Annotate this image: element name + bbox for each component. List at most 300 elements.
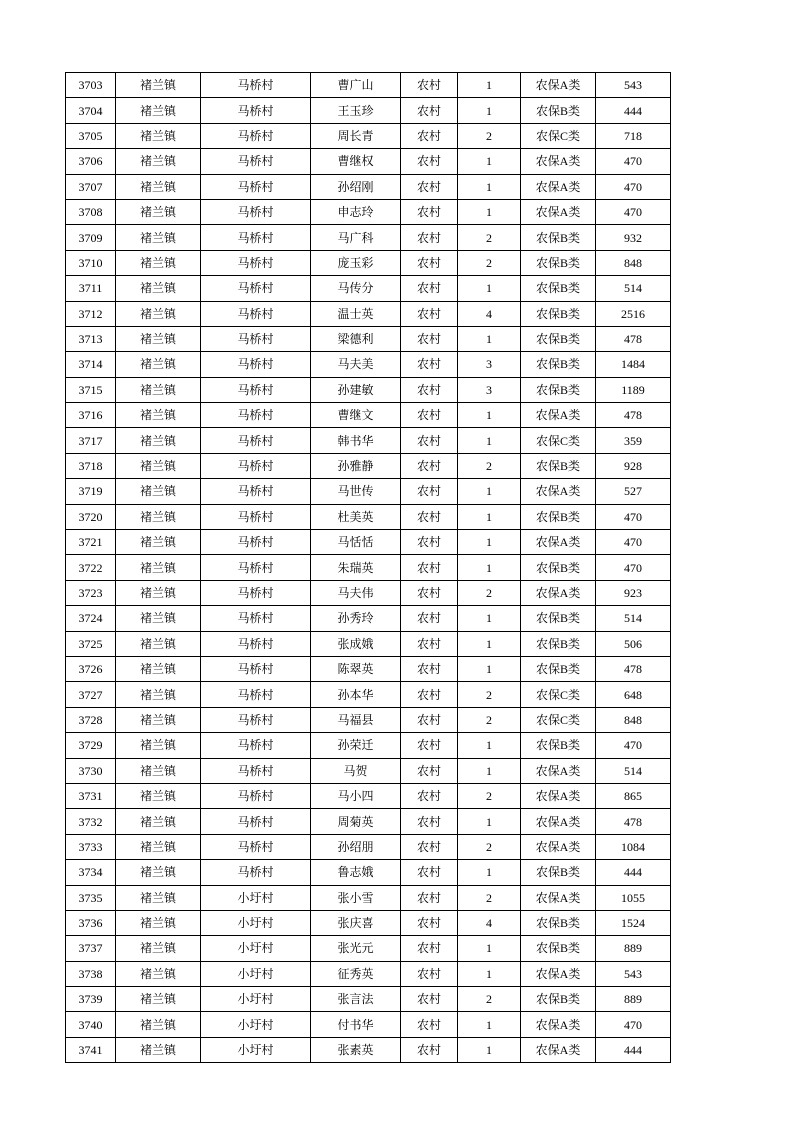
table-cell-village: 马桥村 <box>201 149 311 174</box>
table-row <box>66 987 671 1012</box>
table-cell-type: 农村 <box>401 631 458 656</box>
table-cell-type: 农村 <box>401 885 458 910</box>
table-cell-amount: 470 <box>596 149 671 174</box>
table-cell-amount: 932 <box>596 225 671 250</box>
table-cell-village: 小圩村 <box>201 910 311 935</box>
table-cell-type: 农村 <box>401 707 458 732</box>
table-cell-amount: 1084 <box>596 834 671 859</box>
table-cell-count: 1 <box>458 555 521 580</box>
table-cell-category: 农保A类 <box>521 199 596 224</box>
table-cell-id: 3723 <box>66 580 116 605</box>
table-cell-amount: 2516 <box>596 301 671 326</box>
table-cell-name: 张光元 <box>311 936 401 961</box>
table-cell-id: 3706 <box>66 149 116 174</box>
table-cell-town: 褚兰镇 <box>116 1037 201 1062</box>
table-cell-type: 农村 <box>401 326 458 351</box>
table-cell-category: 农保A类 <box>521 403 596 428</box>
table-cell-name: 孙秀玲 <box>311 606 401 631</box>
table-cell-id: 3707 <box>66 174 116 199</box>
table-cell-amount: 470 <box>596 174 671 199</box>
table-cell-town: 褚兰镇 <box>116 479 201 504</box>
table-cell-count: 3 <box>458 352 521 377</box>
table-cell-id: 3714 <box>66 352 116 377</box>
table-cell-count: 1 <box>458 326 521 351</box>
table-cell-village: 马桥村 <box>201 479 311 504</box>
table-cell-type: 农村 <box>401 123 458 148</box>
table-cell-amount: 444 <box>596 860 671 885</box>
table-cell-count: 2 <box>458 225 521 250</box>
table-cell-category: 农保B类 <box>521 504 596 529</box>
table-cell-town: 褚兰镇 <box>116 555 201 580</box>
table-cell-category: 农保B类 <box>521 301 596 326</box>
table-row <box>66 961 671 986</box>
table-cell-id: 3716 <box>66 403 116 428</box>
table-row <box>66 834 671 859</box>
table-cell-count: 2 <box>458 885 521 910</box>
table-cell-amount: 470 <box>596 530 671 555</box>
table-cell-type: 农村 <box>401 428 458 453</box>
table-cell-town: 褚兰镇 <box>116 606 201 631</box>
table-cell-count: 1 <box>458 403 521 428</box>
table-cell-id: 3726 <box>66 656 116 681</box>
table-cell-village: 马桥村 <box>201 428 311 453</box>
table-cell-category: 农保B类 <box>521 656 596 681</box>
table-cell-type: 农村 <box>401 758 458 783</box>
table-cell-count: 1 <box>458 758 521 783</box>
table-cell-category: 农保B类 <box>521 860 596 885</box>
table-cell-town: 褚兰镇 <box>116 504 201 529</box>
table-row <box>66 631 671 656</box>
table-cell-town: 褚兰镇 <box>116 733 201 758</box>
table-cell-category: 农保B类 <box>521 910 596 935</box>
table-cell-village: 小圩村 <box>201 961 311 986</box>
table-row <box>66 276 671 301</box>
table-cell-id: 3712 <box>66 301 116 326</box>
table-cell-town: 褚兰镇 <box>116 707 201 732</box>
table-cell-category: 农保B类 <box>521 352 596 377</box>
table-body <box>66 73 671 1063</box>
table-cell-id: 3741 <box>66 1037 116 1062</box>
table-cell-village: 马桥村 <box>201 783 311 808</box>
table-cell-count: 2 <box>458 987 521 1012</box>
table-cell-category: 农保A类 <box>521 758 596 783</box>
table-cell-town: 褚兰镇 <box>116 631 201 656</box>
table-cell-name: 梁德利 <box>311 326 401 351</box>
table-cell-town: 褚兰镇 <box>116 961 201 986</box>
table-cell-category: 农保B类 <box>521 606 596 631</box>
table-cell-amount: 889 <box>596 987 671 1012</box>
table-cell-amount: 543 <box>596 961 671 986</box>
table-cell-village: 马桥村 <box>201 860 311 885</box>
table-row <box>66 606 671 631</box>
table-cell-type: 农村 <box>401 225 458 250</box>
table-cell-village: 马桥村 <box>201 301 311 326</box>
table-cell-id: 3720 <box>66 504 116 529</box>
table-cell-name: 孙本华 <box>311 682 401 707</box>
table-cell-category: 农保A类 <box>521 530 596 555</box>
table-cell-village: 马桥村 <box>201 276 311 301</box>
table-row <box>66 733 671 758</box>
table-cell-village: 马桥村 <box>201 250 311 275</box>
table-cell-name: 马福县 <box>311 707 401 732</box>
table-cell-amount: 1484 <box>596 352 671 377</box>
table-row <box>66 250 671 275</box>
table-cell-category: 农保B类 <box>521 250 596 275</box>
table-cell-village: 马桥村 <box>201 707 311 732</box>
table-cell-amount: 865 <box>596 783 671 808</box>
table-cell-village: 小圩村 <box>201 987 311 1012</box>
table-row <box>66 352 671 377</box>
table-cell-id: 3736 <box>66 910 116 935</box>
table-cell-id: 3724 <box>66 606 116 631</box>
table-cell-type: 农村 <box>401 682 458 707</box>
table-cell-count: 1 <box>458 860 521 885</box>
table-cell-count: 1 <box>458 631 521 656</box>
table-cell-name: 马夫伟 <box>311 580 401 605</box>
table-cell-village: 马桥村 <box>201 123 311 148</box>
table-cell-amount: 848 <box>596 250 671 275</box>
table-cell-town: 褚兰镇 <box>116 682 201 707</box>
table-cell-type: 农村 <box>401 809 458 834</box>
table-cell-type: 农村 <box>401 504 458 529</box>
table-cell-category: 农保B类 <box>521 987 596 1012</box>
table-cell-name: 马传分 <box>311 276 401 301</box>
table-cell-amount: 470 <box>596 1012 671 1037</box>
table-cell-count: 1 <box>458 174 521 199</box>
table-row <box>66 326 671 351</box>
table-row <box>66 783 671 808</box>
table-cell-village: 小圩村 <box>201 1037 311 1062</box>
table-cell-amount: 470 <box>596 504 671 529</box>
table-cell-town: 褚兰镇 <box>116 834 201 859</box>
table-cell-town: 褚兰镇 <box>116 987 201 1012</box>
table-cell-id: 3740 <box>66 1012 116 1037</box>
table-cell-name: 庞玉彩 <box>311 250 401 275</box>
table-cell-type: 农村 <box>401 910 458 935</box>
table-cell-amount: 1189 <box>596 377 671 402</box>
table-cell-name: 马广科 <box>311 225 401 250</box>
table-cell-count: 1 <box>458 733 521 758</box>
table-cell-village: 马桥村 <box>201 758 311 783</box>
table-cell-id: 3732 <box>66 809 116 834</box>
table-cell-amount: 514 <box>596 758 671 783</box>
table-cell-village: 小圩村 <box>201 936 311 961</box>
table-cell-name: 曹广山 <box>311 73 401 98</box>
table-row <box>66 225 671 250</box>
table-cell-town: 褚兰镇 <box>116 403 201 428</box>
table-cell-id: 3733 <box>66 834 116 859</box>
table-cell-type: 农村 <box>401 606 458 631</box>
table-row <box>66 910 671 935</box>
table-cell-type: 农村 <box>401 453 458 478</box>
table-cell-category: 农保A类 <box>521 885 596 910</box>
table-cell-type: 农村 <box>401 276 458 301</box>
table-row <box>66 174 671 199</box>
table-cell-village: 马桥村 <box>201 606 311 631</box>
table-cell-amount: 478 <box>596 326 671 351</box>
table-cell-id: 3731 <box>66 783 116 808</box>
table-cell-village: 马桥村 <box>201 98 311 123</box>
table-cell-type: 农村 <box>401 250 458 275</box>
table-cell-village: 马桥村 <box>201 580 311 605</box>
table-cell-village: 马桥村 <box>201 834 311 859</box>
table-row <box>66 504 671 529</box>
table-cell-name: 张小雪 <box>311 885 401 910</box>
table-cell-id: 3713 <box>66 326 116 351</box>
table-cell-town: 褚兰镇 <box>116 656 201 681</box>
table-cell-category: 农保A类 <box>521 1037 596 1062</box>
table-cell-name: 付书华 <box>311 1012 401 1037</box>
table-cell-type: 农村 <box>401 555 458 580</box>
table-cell-name: 马贺 <box>311 758 401 783</box>
table-cell-count: 2 <box>458 707 521 732</box>
table-cell-id: 3725 <box>66 631 116 656</box>
table-cell-amount: 1055 <box>596 885 671 910</box>
table-cell-name: 张成娥 <box>311 631 401 656</box>
table-cell-town: 褚兰镇 <box>116 276 201 301</box>
table-cell-type: 农村 <box>401 987 458 1012</box>
table-cell-category: 农保A类 <box>521 1012 596 1037</box>
table-cell-village: 马桥村 <box>201 453 311 478</box>
table-cell-amount: 1524 <box>596 910 671 935</box>
table-cell-id: 3738 <box>66 961 116 986</box>
table-cell-town: 褚兰镇 <box>116 73 201 98</box>
table-cell-type: 农村 <box>401 403 458 428</box>
table-cell-id: 3708 <box>66 199 116 224</box>
table-row <box>66 530 671 555</box>
table-cell-type: 农村 <box>401 199 458 224</box>
table-cell-category: 农保B类 <box>521 276 596 301</box>
table-cell-village: 马桥村 <box>201 73 311 98</box>
table-cell-id: 3722 <box>66 555 116 580</box>
table-row <box>66 428 671 453</box>
table-cell-category: 农保A类 <box>521 580 596 605</box>
table-cell-type: 农村 <box>401 98 458 123</box>
table-row <box>66 123 671 148</box>
table-cell-town: 褚兰镇 <box>116 809 201 834</box>
table-cell-count: 2 <box>458 250 521 275</box>
table-cell-amount: 359 <box>596 428 671 453</box>
table-cell-count: 1 <box>458 98 521 123</box>
table-cell-count: 1 <box>458 961 521 986</box>
table-cell-amount: 470 <box>596 733 671 758</box>
table-cell-type: 农村 <box>401 530 458 555</box>
table-cell-name: 张庆喜 <box>311 910 401 935</box>
table-cell-category: 农保C类 <box>521 428 596 453</box>
table-cell-town: 褚兰镇 <box>116 428 201 453</box>
data-table <box>65 72 671 1063</box>
table-cell-type: 农村 <box>401 860 458 885</box>
table-cell-town: 褚兰镇 <box>116 326 201 351</box>
table-cell-name: 申志玲 <box>311 199 401 224</box>
table-cell-name: 张言法 <box>311 987 401 1012</box>
table-cell-type: 农村 <box>401 479 458 504</box>
table-cell-id: 3729 <box>66 733 116 758</box>
table-cell-type: 农村 <box>401 783 458 808</box>
table-cell-town: 褚兰镇 <box>116 225 201 250</box>
table-cell-type: 农村 <box>401 1012 458 1037</box>
table-cell-town: 褚兰镇 <box>116 301 201 326</box>
table-cell-type: 农村 <box>401 733 458 758</box>
table-cell-category: 农保C类 <box>521 682 596 707</box>
table-cell-count: 1 <box>458 504 521 529</box>
table-cell-name: 孙荣迁 <box>311 733 401 758</box>
table-cell-category: 农保B类 <box>521 936 596 961</box>
table-cell-type: 农村 <box>401 377 458 402</box>
table-cell-id: 3721 <box>66 530 116 555</box>
table-cell-count: 1 <box>458 428 521 453</box>
table-cell-village: 马桥村 <box>201 555 311 580</box>
table-cell-amount: 928 <box>596 453 671 478</box>
table-cell-name: 韩书华 <box>311 428 401 453</box>
table-row <box>66 580 671 605</box>
table-cell-count: 1 <box>458 1012 521 1037</box>
table-cell-count: 2 <box>458 682 521 707</box>
table-cell-count: 1 <box>458 479 521 504</box>
table-cell-id: 3703 <box>66 73 116 98</box>
table-cell-village: 马桥村 <box>201 352 311 377</box>
table-cell-amount: 848 <box>596 707 671 732</box>
table-cell-count: 1 <box>458 656 521 681</box>
table-cell-type: 农村 <box>401 936 458 961</box>
table-cell-town: 褚兰镇 <box>116 910 201 935</box>
table-cell-village: 马桥村 <box>201 504 311 529</box>
table-row <box>66 555 671 580</box>
table-cell-id: 3711 <box>66 276 116 301</box>
table-cell-category: 农保B类 <box>521 631 596 656</box>
table-cell-count: 1 <box>458 276 521 301</box>
table-cell-name: 王玉珍 <box>311 98 401 123</box>
table-row <box>66 73 671 98</box>
table-cell-type: 农村 <box>401 174 458 199</box>
table-cell-village: 马桥村 <box>201 225 311 250</box>
table-cell-count: 1 <box>458 530 521 555</box>
table-cell-name: 曹继文 <box>311 403 401 428</box>
table-cell-village: 小圩村 <box>201 885 311 910</box>
table-cell-category: 农保B类 <box>521 377 596 402</box>
table-cell-name: 孙建敏 <box>311 377 401 402</box>
table-cell-type: 农村 <box>401 580 458 605</box>
table-cell-town: 褚兰镇 <box>116 98 201 123</box>
table-cell-count: 4 <box>458 301 521 326</box>
table-cell-category: 农保C类 <box>521 123 596 148</box>
table-cell-town: 褚兰镇 <box>116 377 201 402</box>
table-cell-id: 3739 <box>66 987 116 1012</box>
table-cell-village: 马桥村 <box>201 733 311 758</box>
table-row <box>66 809 671 834</box>
table-cell-amount: 527 <box>596 479 671 504</box>
table-cell-town: 褚兰镇 <box>116 199 201 224</box>
table-cell-count: 1 <box>458 606 521 631</box>
table-cell-name: 马小四 <box>311 783 401 808</box>
table-cell-type: 农村 <box>401 73 458 98</box>
table-cell-amount: 923 <box>596 580 671 605</box>
table-cell-count: 4 <box>458 910 521 935</box>
table-row <box>66 758 671 783</box>
table-cell-name: 周长青 <box>311 123 401 148</box>
table-cell-town: 褚兰镇 <box>116 530 201 555</box>
table-cell-town: 褚兰镇 <box>116 885 201 910</box>
table-cell-category: 农保B类 <box>521 733 596 758</box>
table-cell-count: 1 <box>458 936 521 961</box>
table-cell-amount: 478 <box>596 403 671 428</box>
table-cell-count: 1 <box>458 199 521 224</box>
table-row <box>66 682 671 707</box>
table-cell-amount: 470 <box>596 199 671 224</box>
table-cell-town: 褚兰镇 <box>116 758 201 783</box>
table-cell-id: 3734 <box>66 860 116 885</box>
table-cell-name: 孙雅静 <box>311 453 401 478</box>
table-cell-category: 农保A类 <box>521 479 596 504</box>
table-cell-town: 褚兰镇 <box>116 123 201 148</box>
table-cell-village: 小圩村 <box>201 1012 311 1037</box>
table-cell-name: 征秀英 <box>311 961 401 986</box>
table-row <box>66 479 671 504</box>
table-cell-category: 农保A类 <box>521 73 596 98</box>
table-cell-count: 3 <box>458 377 521 402</box>
table-row <box>66 301 671 326</box>
table-cell-id: 3737 <box>66 936 116 961</box>
table-cell-id: 3719 <box>66 479 116 504</box>
table-cell-count: 2 <box>458 834 521 859</box>
table-cell-count: 1 <box>458 809 521 834</box>
table-cell-name: 马世传 <box>311 479 401 504</box>
table-cell-village: 马桥村 <box>201 656 311 681</box>
table-cell-name: 杜美英 <box>311 504 401 529</box>
table-row <box>66 377 671 402</box>
table-cell-category: 农保C类 <box>521 707 596 732</box>
table-cell-count: 1 <box>458 1037 521 1062</box>
table-cell-name: 温士英 <box>311 301 401 326</box>
table-cell-amount: 444 <box>596 1037 671 1062</box>
table-cell-name: 孙绍朋 <box>311 834 401 859</box>
table-cell-category: 农保A类 <box>521 174 596 199</box>
table-cell-id: 3727 <box>66 682 116 707</box>
table-cell-town: 褚兰镇 <box>116 860 201 885</box>
table-cell-village: 马桥村 <box>201 377 311 402</box>
table-cell-amount: 478 <box>596 809 671 834</box>
table-cell-village: 马桥村 <box>201 682 311 707</box>
table-cell-name: 曹继权 <box>311 149 401 174</box>
table-cell-name: 马夫美 <box>311 352 401 377</box>
table-cell-name: 张素英 <box>311 1037 401 1062</box>
table-cell-type: 农村 <box>401 834 458 859</box>
table-cell-id: 3704 <box>66 98 116 123</box>
table-cell-town: 褚兰镇 <box>116 1012 201 1037</box>
table-cell-town: 褚兰镇 <box>116 174 201 199</box>
table-cell-category: 农保B类 <box>521 225 596 250</box>
table-cell-town: 褚兰镇 <box>116 352 201 377</box>
table-cell-amount: 470 <box>596 555 671 580</box>
table-row <box>66 149 671 174</box>
table-row <box>66 1012 671 1037</box>
table-cell-id: 3715 <box>66 377 116 402</box>
table-row <box>66 885 671 910</box>
table-cell-amount: 514 <box>596 606 671 631</box>
table-cell-town: 褚兰镇 <box>116 783 201 808</box>
table-cell-id: 3717 <box>66 428 116 453</box>
table-cell-id: 3718 <box>66 453 116 478</box>
table-cell-id: 3705 <box>66 123 116 148</box>
table-cell-town: 褚兰镇 <box>116 250 201 275</box>
table-cell-id: 3709 <box>66 225 116 250</box>
table-cell-amount: 444 <box>596 98 671 123</box>
table-cell-amount: 543 <box>596 73 671 98</box>
table-cell-category: 农保A类 <box>521 783 596 808</box>
table-cell-type: 农村 <box>401 149 458 174</box>
table-cell-amount: 478 <box>596 656 671 681</box>
table-cell-name: 周菊英 <box>311 809 401 834</box>
